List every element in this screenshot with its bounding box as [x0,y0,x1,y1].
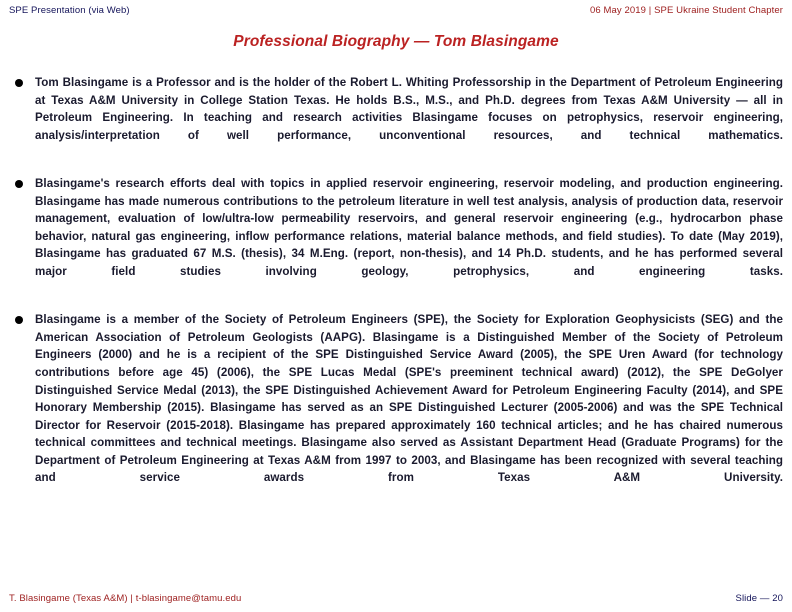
slide-header [0,5,792,21]
header-event-label: 06 May 2019 | SPE Ukraine Student Chapter [590,5,783,16]
footer-slide-number: Slide — 20 [735,592,783,604]
footer-author-contact: T. Blasingame (Texas A&M) | t-blasingame@tamu.edu [9,592,242,604]
bullet-point-icon [15,79,23,87]
bullet-point-icon [15,180,23,188]
bullet-paragraph [9,311,783,505]
header-presentation-label: SPE Presentation (via Web) [9,5,130,16]
slide-title: Professional Biography — Tom Blasingame [233,33,559,50]
bullet-paragraph-text: Blasingame is a member of the Society of Petroleum Engineers (SPE), the Society for Exploration Geophysicists (SEG) and the American Association of Petroleum Geologists (AAPG). Blasingame is a Distinguished Member of the Society of Petroleum Engineers (2000) and he is a recipient of the SPE Distinguished Service Award (2005), the SPE Uren Award (for technology contributions before age 45) (2006), the SPE Lucas Medal (SPE's preeminent technical award) (2012), the SPE DeGolyer Distinguished Service Medal (2013), the SPE Distinguished Achievement Award for Petroleum Engineering Faculty (2014), and SPE Honorary Membership (2015). Blasingame has served as an SPE Distinguished Lecturer (2005-2006) and was the SPE Technical Director for Reservoir (2015-2018). Blasingame has prepared approximately 160 technical articles; and he has chaired numerous technical committees and technical meetings. Blasingame also served as Assistant Department Head (Graduate Programs) for the Department of Petroleum Engineering at Texas A&M from 1997 to 2003, and Blasingame has been recognized with several teaching and service awards from Texas A&M University. [35,313,783,485]
bullet-paragraph-text: Tom Blasingame is a Professor and is the holder of the Robert L. Whiting Professorship in the Department of Petroleum Engineering at Texas A&M University in College Station Texas. He holds B.S., M.S., and Ph.D. degrees from Texas A&M University — all in Petroleum Engineering. In teaching and research activities Blasingame focuses on petrophysics, reservoir engineering, analysis/interpretation of well performance, unconventional resources, and technical mathematics. [35,76,783,142]
slide-body [9,74,783,574]
bullet-paragraph [9,74,783,162]
slide-footer [0,590,792,606]
bullet-point-icon [15,316,23,324]
bullet-paragraph [9,175,783,298]
bullet-paragraph-text: Blasingame's research efforts deal with topics in applied reservoir engineering, reservoir modeling, and production engineering. Blasingame has made numerous contributions to the petroleum literature in well test analysis, analysis of production data, reservoir management, evaluation of low/ultra-low permeability reservoirs, and general reservoir engineering (e.g., hydrocarbon phase behavior, natural gas engineering, inflow performance relations, material balance methods, and field studies). To date (May 2019), Blasingame has graduated 67 M.S. (thesis), 34 M.Eng. (report, non-thesis), and 14 Ph.D. students, and he has performed several major field studies involving geology, petrophysics, and engineering tasks. [35,176,783,278]
